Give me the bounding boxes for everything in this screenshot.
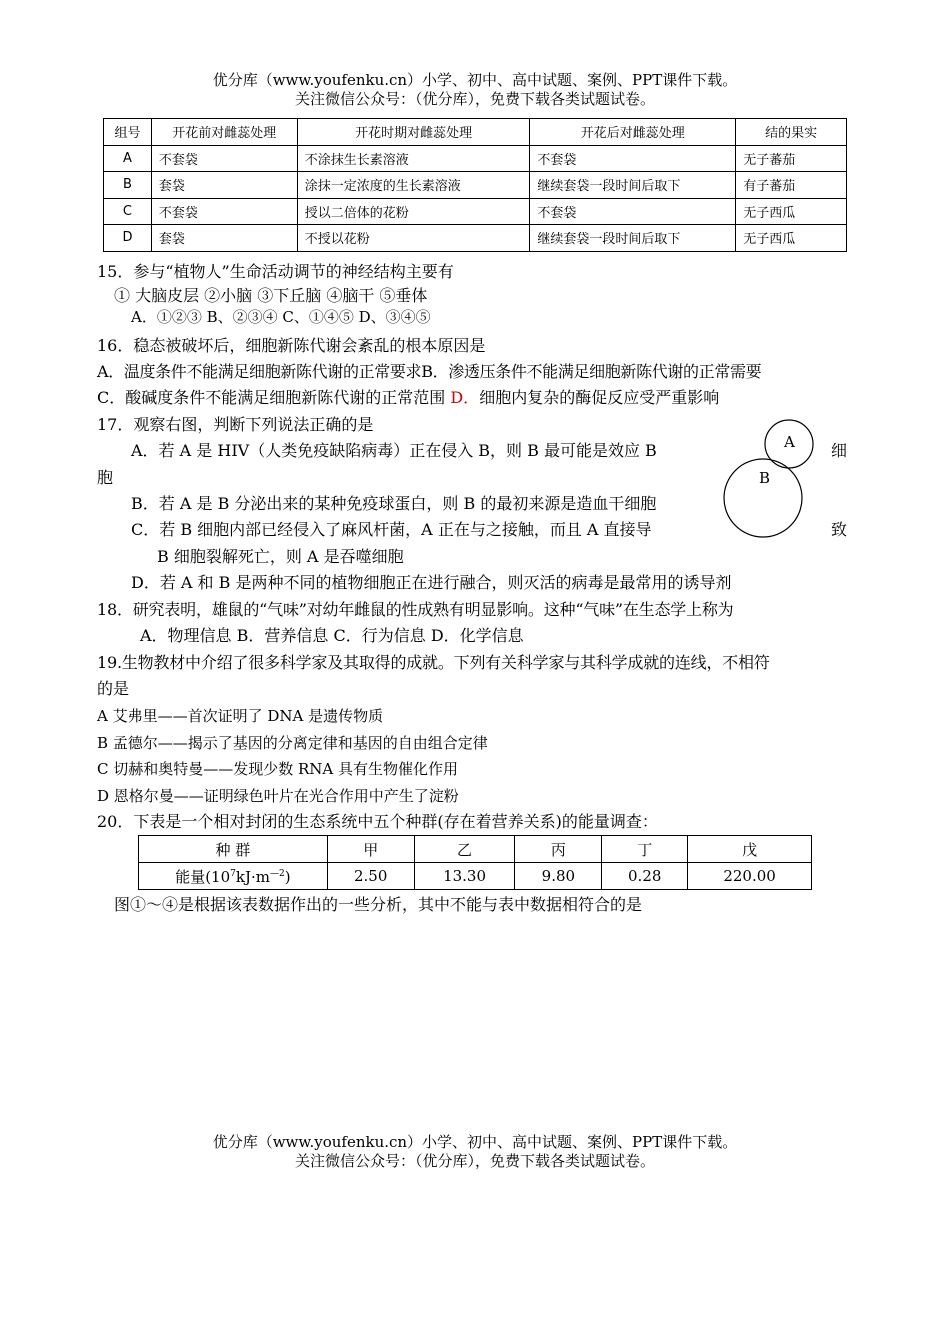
q17-option-c-cont: B 细胞裂解死亡，则 A 是吞噬细胞	[157, 547, 404, 566]
table-header-cell: 戊	[688, 836, 812, 863]
table-cell: 不套袋	[530, 198, 736, 225]
table-cell: A	[104, 145, 152, 172]
table-row	[104, 225, 847, 252]
table-cell: 套袋	[151, 225, 297, 252]
q19-option-b: B 孟德尔——揭示了基因的分离定律和基因的自由组合定律	[97, 734, 488, 752]
q16-option-d-text: 细胞内复杂的酶促反应受严重影响	[479, 388, 720, 407]
header-line-1: 优分库（www.youfenku.cn）小学、初中、高中试题、案例、PPT课件下载。	[212, 71, 738, 89]
table-header-cell: 开花前对雌蕊处理	[151, 119, 297, 146]
page-header	[0, 71, 950, 109]
q19-stem: 19.生物教材中介绍了很多科学家及其取得的成就。下列有关科学家与其科学成就的连线，不相符	[97, 653, 770, 672]
q19-option-a: A 艾弗里——首次证明了 DNA 是遗传物质	[97, 707, 384, 725]
table-header-cell: 丁	[602, 836, 688, 863]
table-cell: 不套袋	[151, 198, 297, 225]
energy-row-label	[139, 863, 328, 890]
table-cell: 不套袋	[530, 145, 736, 172]
q18-stem: 18．研究表明，雄鼠的“气味”对幼年雌鼠的性成熟有明显影响。这种“气味”在生态学上称为	[97, 600, 734, 619]
energy-label-exponent: 7	[230, 868, 236, 879]
energy-label-close: )	[284, 867, 291, 886]
table-cell: 继续套袋一段时间后取下	[530, 225, 736, 252]
table-cell: 9.80	[515, 863, 602, 890]
cell-b-label: B	[759, 469, 771, 487]
q15-options: A．①②③ B、②③④ C、①④⑤ D、③④⑤	[131, 308, 431, 326]
table-header-cell: 种 群	[139, 836, 328, 863]
table-cell: 无子西瓜	[736, 198, 847, 225]
table-cell: 涂抹一定浓度的生长素溶液	[297, 172, 530, 199]
footer-line-2: 关注微信公众号：（优分库），免费下载各类试题试卷。	[294, 1152, 655, 1170]
table-cell: 继续套袋一段时间后取下	[530, 172, 736, 199]
table-header-cell: 丙	[515, 836, 602, 863]
table-cell: D	[104, 225, 152, 252]
energy-label-text: 能量(10	[175, 867, 231, 886]
q16-option-c: C．酸碱度条件不能满足细胞新陈代谢的正常范围	[97, 388, 451, 407]
q17-option-c-tail: 致	[831, 520, 848, 539]
q17-option-b: B．若 A 是 B 分泌出来的某种免疫球蛋白，则 B 的最初来源是造血干细胞	[131, 494, 657, 513]
energy-label-unit-exponent: —2	[269, 868, 285, 879]
q17-option-a-tail: 细	[831, 441, 848, 460]
table-header-cell: 甲	[327, 836, 414, 863]
table-header-cell: 结的果实	[736, 119, 847, 146]
table-cell: 授以二倍体的花粉	[297, 198, 530, 225]
table-cell: C	[104, 198, 152, 225]
table-cell: 不涂抹生长素溶液	[297, 145, 530, 172]
table-row	[104, 198, 847, 225]
table-cell: 有子蕃茄	[736, 172, 847, 199]
energy-table	[138, 835, 812, 890]
table-header-row	[139, 836, 812, 863]
q15-stem: 15．参与“植物人”生命活动调节的神经结构主要有	[97, 262, 454, 281]
q16-options-cd	[97, 388, 857, 408]
table-cell: 无子西瓜	[736, 225, 847, 252]
table-header-cell: 组号	[104, 119, 152, 146]
footer-line-1: 优分库（www.youfenku.cn）小学、初中、高中试题、案例、PPT课件下载。	[212, 1133, 738, 1151]
q17-option-c: C．若 B 细胞内部已经侵入了麻风杆菌，A 正在与之接触，而且 A 直接导	[131, 520, 652, 539]
table-header-cell: 开花后对雌蕊处理	[530, 119, 736, 146]
table-cell: 220.00	[688, 863, 812, 890]
table-header-cell: 开花时期对雌蕊处理	[297, 119, 530, 146]
q16-options-ab: A．温度条件不能满足细胞新陈代谢的正常要求B．渗透压条件不能满足细胞新陈代谢的正常需要	[97, 362, 762, 381]
q17-option-d: D．若 A 和 B 是两种不同的植物细胞正在进行融合，则灭活的病毒是最常用的诱导剂	[131, 573, 732, 592]
energy-label-unit: kJ·m	[235, 867, 270, 886]
q18-options: A．物理信息 B．营养信息 C．行为信息 D．化学信息	[140, 626, 524, 645]
table-row	[104, 145, 847, 172]
page-footer	[0, 1133, 950, 1171]
header-line-2: 关注微信公众号：（优分库），免费下载各类试题试卷。	[294, 90, 655, 108]
q17-stem: 17．观察右图，判断下列说法正确的是	[97, 415, 374, 434]
q16-stem: 16．稳态被破坏后，细胞新陈代谢会紊乱的根本原因是	[97, 336, 486, 355]
q17-option-a-cont: 胞	[97, 468, 114, 487]
cell-a-label: A	[784, 433, 795, 451]
table-cell: 0.28	[602, 863, 688, 890]
table-row	[104, 172, 847, 199]
pollination-table	[103, 118, 847, 252]
table-cell: 不套袋	[151, 145, 297, 172]
table-cell: 不授以花粉	[297, 225, 530, 252]
q19-option-c: C 切赫和奥特曼——发现少数 RNA 具有生物催化作用	[97, 760, 459, 778]
table-cell: 2.50	[327, 863, 414, 890]
table-cell: 套袋	[151, 172, 297, 199]
table-cell: 13.30	[414, 863, 515, 890]
q17-option-a: A．若 A 是 HIV（人类免疫缺陷病毒）正在侵入 B，则 B 最可能是效应 B	[131, 441, 657, 460]
q20-note: 图①～④是根据该表数据作出的一些分析，其中不能与表中数据相符合的是	[114, 895, 643, 914]
q16-option-d-label: D．	[450, 388, 480, 407]
table-cell: 无子蕃茄	[736, 145, 847, 172]
cell-a-b-figure	[720, 418, 820, 568]
table-header-row	[104, 119, 847, 146]
table-row	[139, 863, 812, 890]
table-header-cell: 乙	[414, 836, 515, 863]
q15-items: ① 大脑皮层 ②小脑 ③下丘脑 ④脑干 ⑤垂体	[114, 286, 428, 305]
table-cell: B	[104, 172, 152, 199]
q20-stem: 20．下表是一个相对封闭的生态系统中五个种群(存在着营养关系)的能量调查：	[97, 812, 658, 831]
q19-stem-cont: 的是	[97, 679, 130, 698]
q19-option-d: D 恩格尔曼——证明绿色叶片在光合作用中产生了淀粉	[97, 787, 459, 805]
